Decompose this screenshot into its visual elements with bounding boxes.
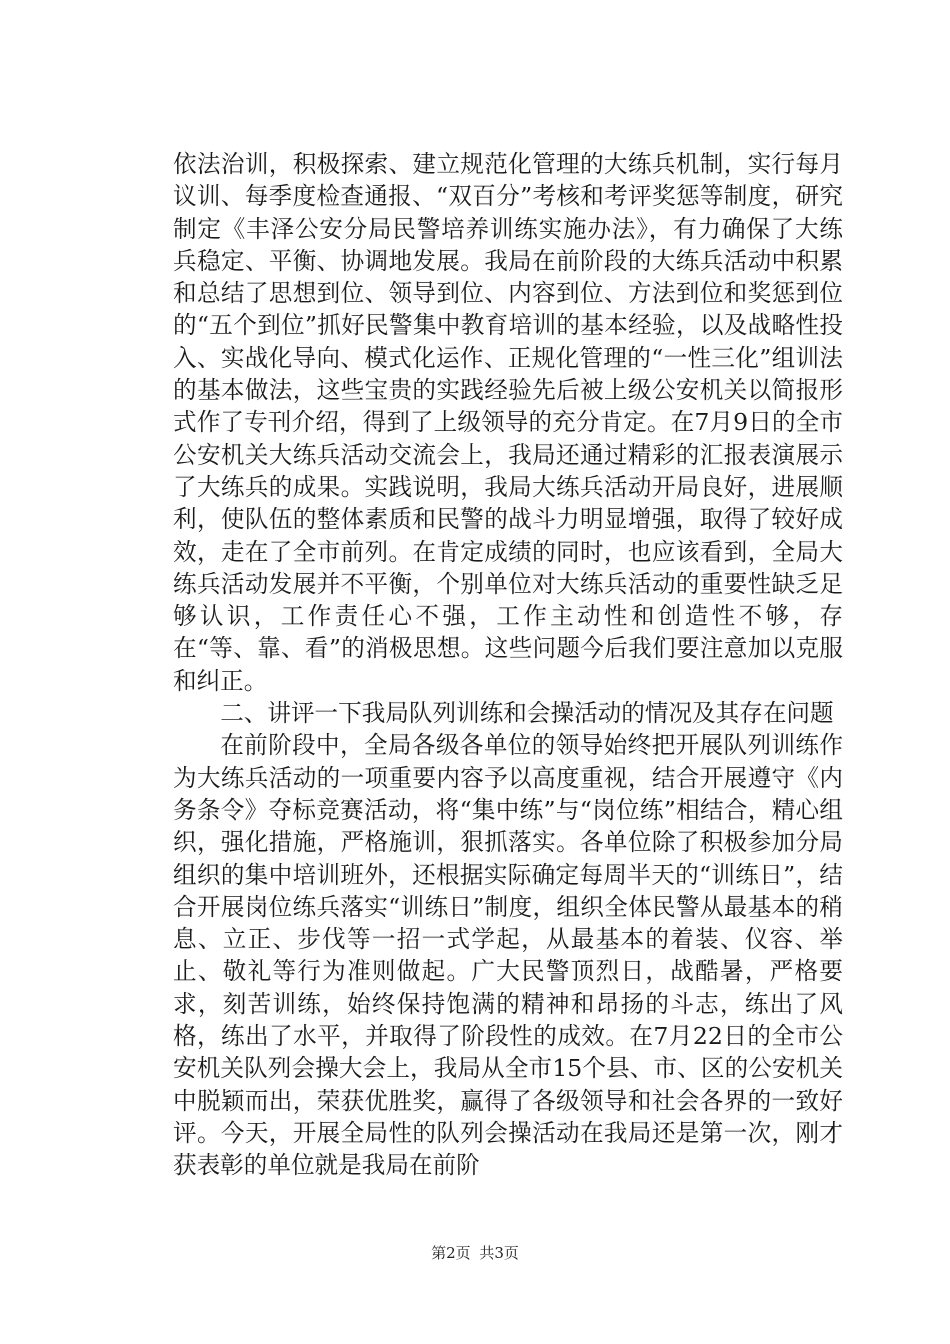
document-body [173,148,843,1182]
section-heading-drill-review: 二、讲评一下我局队列训练和会操活动的情况及其存在问题 [220,699,834,728]
paragraph-drill-training: 在前阶段中，全局各级各单位的领导始终把开展队列训练作为大练兵活动的一项重要内容予以高度重视，结合开展遵守《内务条令》夺标竞赛活动，将“集中练”与“岗位练”相结合，精心组织，强化措施，严格施训，狠抓落实。各单位除了积极参加分局组织的集中培训班外，还根据实际确定每周半天的“训练日”，结合开展岗位练兵落实“训练日”制度，组织全体民警从最基本的稍息、立正、步伐等一招一式学起，从最基本的着装、仪容、举止、敬礼等行为准则做起。广大民警顶烈日，战酷暑，严格要求，刻苦训练，始终保持饱满的精神和昂扬的斗志，练出了风格，练出了水平，并取得了阶段性的成效。在7月22日的全市公安机关队列会操大会上，我局从全市15个县、市、区的公安机关中脱颖而出，荣获优胜奖，赢得了各级领导和社会各界的一致好评。今天，开展全局性的队列会操活动在我局还是第一次，刚才获表彰的单位就是我局在前阶 [173,731,843,1180]
page-number: 第2页 [431,1244,471,1262]
page-total: 共3页 [479,1244,519,1262]
page-footer [0,1243,950,1263]
paragraph-achievements: 依法治训，积极探索、建立规范化管理的大练兵机制，实行每月议训、每季度检查通报、“双百分”考核和考评奖惩等制度，研究制定《丰泽公安分局民警培养训练实施办法》，有力确保了大练兵稳定、平衡、协调地发展。我局在前阶段的大练兵活动中积累和总结了思想到位、领导到位、内容到位、方法到位和奖惩到位的“五个到位”抓好民警集中教育培训的基本经验，以及战略性投入、实战化导向、模式化运作、正规化管理的“一性三化”组训法的基本做法，这些宝贵的实践经验先后被上级公安机关以简报形式作了专刊介绍，得到了上级领导的充分肯定。在7月9日的全市公安机关大练兵活动交流会上，我局还通过精彩的汇报表演展示了大练兵的成果。实践说明，我局大练兵活动开局良好，进展顺利，使队伍的整体素质和民警的战斗力明显增强，取得了较好成效，走在了全市前列。在肯定成绩的同时，也应该看到，全局大练兵活动发展并不平衡，个别单位对大练兵活动的重要性缺乏足够认识，工作责任心不强，工作主动性和创造性不够，存在“等、靠、看”的消极思想。这些问题今后我们要注意加以克服和纠正。 [173,150,843,695]
